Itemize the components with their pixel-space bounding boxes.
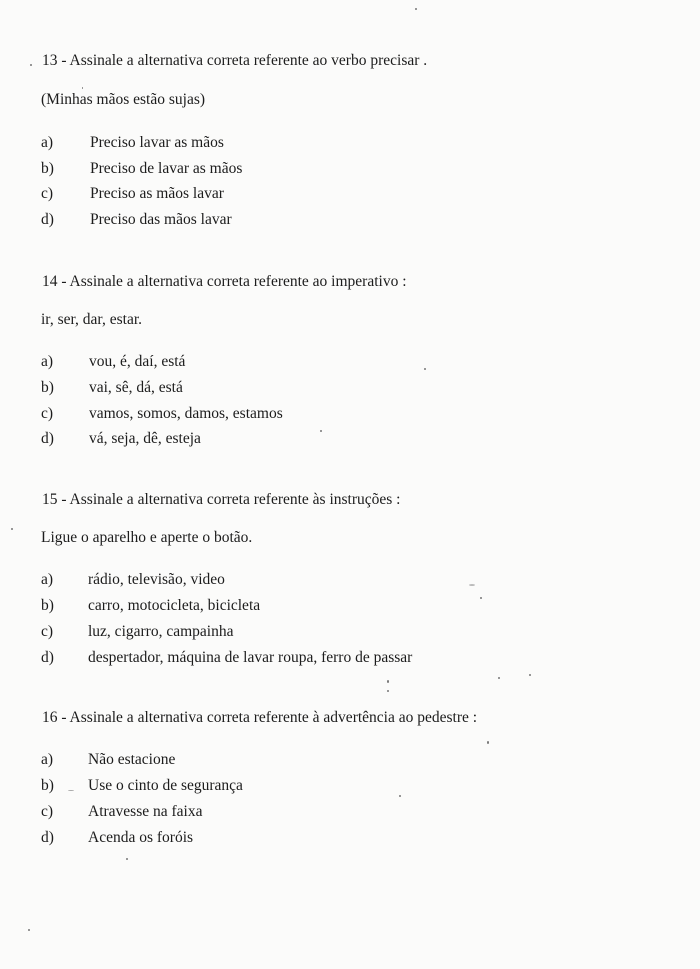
question-context: (Minhas mãos estão sujas) bbox=[41, 91, 206, 108]
option-d[interactable] bbox=[0, 649, 700, 673]
option-text: Acenda os foróis bbox=[88, 829, 194, 846]
option-text: Preciso de lavar as mãos bbox=[90, 160, 243, 177]
option-b[interactable] bbox=[0, 777, 700, 801]
option-letter: a) bbox=[41, 571, 54, 588]
option-a[interactable] bbox=[0, 751, 700, 775]
option-text: carro, motocicleta, bicicleta bbox=[88, 597, 261, 614]
question-prompt: - Assinale a alternativa correta referente ao verbo precisar . bbox=[57, 52, 428, 69]
scan-speck bbox=[415, 8, 417, 10]
option-text: Preciso das mãos lavar bbox=[90, 211, 232, 228]
option-b[interactable] bbox=[0, 160, 700, 184]
scan-speck bbox=[529, 674, 531, 676]
question-number: 16 bbox=[42, 709, 58, 726]
option-c[interactable] bbox=[0, 405, 700, 429]
question-prompt: - Assinale a alternativa correta referente à advertência ao pedestre : bbox=[57, 709, 478, 726]
option-letter: c) bbox=[41, 405, 54, 422]
option-letter: b) bbox=[41, 160, 54, 177]
scan-speck bbox=[30, 64, 32, 66]
question-number: 14 bbox=[42, 273, 58, 290]
option-letter: d) bbox=[41, 430, 54, 447]
scan-speck bbox=[469, 584, 475, 586]
scan-speck bbox=[387, 680, 389, 683]
option-text: Use o cinto de segurança bbox=[88, 777, 243, 794]
option-b[interactable] bbox=[0, 379, 700, 403]
scan-speck bbox=[480, 597, 482, 599]
option-text: despertador, máquina de lavar roupa, ferro de passar bbox=[88, 649, 413, 666]
question-context: Ligue o aparelho e aperte o botão. bbox=[41, 529, 253, 546]
option-a[interactable] bbox=[0, 134, 700, 158]
question-number: 13 bbox=[42, 52, 58, 69]
scan-speck bbox=[11, 528, 13, 530]
scan-speck bbox=[424, 368, 426, 370]
option-letter: d) bbox=[41, 211, 54, 228]
option-text: Não estacione bbox=[88, 751, 176, 768]
option-c[interactable] bbox=[0, 803, 700, 827]
question-title bbox=[42, 273, 407, 291]
scan-speck bbox=[399, 795, 401, 797]
question-title bbox=[42, 52, 427, 70]
scan-speck bbox=[498, 677, 500, 679]
option-text: vá, seja, dê, esteja bbox=[89, 430, 201, 447]
option-b[interactable] bbox=[0, 597, 700, 621]
scan-speck bbox=[126, 858, 128, 860]
scan-speck bbox=[387, 690, 389, 692]
option-text: luz, cigarro, campainha bbox=[88, 623, 234, 640]
option-letter: b) bbox=[41, 379, 54, 396]
question-prompt: - Assinale a alternativa correta referente ao imperativo : bbox=[57, 273, 407, 290]
option-letter: a) bbox=[41, 751, 54, 768]
option-letter: c) bbox=[41, 803, 54, 820]
option-c[interactable] bbox=[0, 185, 700, 209]
option-letter: d) bbox=[41, 649, 54, 666]
option-a[interactable] bbox=[0, 571, 700, 595]
option-text: Atravesse na faixa bbox=[88, 803, 203, 820]
question-title bbox=[42, 491, 401, 509]
option-letter: d) bbox=[41, 829, 54, 846]
option-letter: b) bbox=[41, 777, 54, 794]
option-text: vou, é, daí, está bbox=[89, 353, 186, 370]
option-text: rádio, televisão, video bbox=[88, 571, 225, 588]
option-letter: a) bbox=[41, 353, 54, 370]
question-number: 15 bbox=[42, 491, 58, 508]
question-context: ir, ser, dar, estar. bbox=[41, 311, 142, 328]
option-letter: a) bbox=[41, 134, 54, 151]
scan-speck bbox=[28, 929, 30, 931]
option-text: Preciso as mãos lavar bbox=[90, 185, 224, 202]
option-d[interactable] bbox=[0, 829, 700, 853]
scan-speck bbox=[487, 741, 489, 744]
option-a[interactable] bbox=[0, 353, 700, 377]
option-letter: c) bbox=[41, 185, 54, 202]
scan-speck bbox=[82, 87, 83, 89]
scan-speck bbox=[320, 430, 322, 432]
option-text: vamos, somos, damos, estamos bbox=[89, 405, 283, 422]
option-text: Preciso lavar as mãos bbox=[90, 134, 224, 151]
option-text: vai, sê, dá, está bbox=[89, 379, 183, 396]
option-d[interactable] bbox=[0, 211, 700, 235]
option-d[interactable] bbox=[0, 430, 700, 454]
option-c[interactable] bbox=[0, 623, 700, 647]
question-title bbox=[42, 709, 477, 727]
scan-speck bbox=[68, 790, 74, 791]
option-letter: c) bbox=[41, 623, 54, 640]
question-prompt: - Assinale a alternativa correta referente às instruções : bbox=[57, 491, 401, 508]
option-letter: b) bbox=[41, 597, 54, 614]
